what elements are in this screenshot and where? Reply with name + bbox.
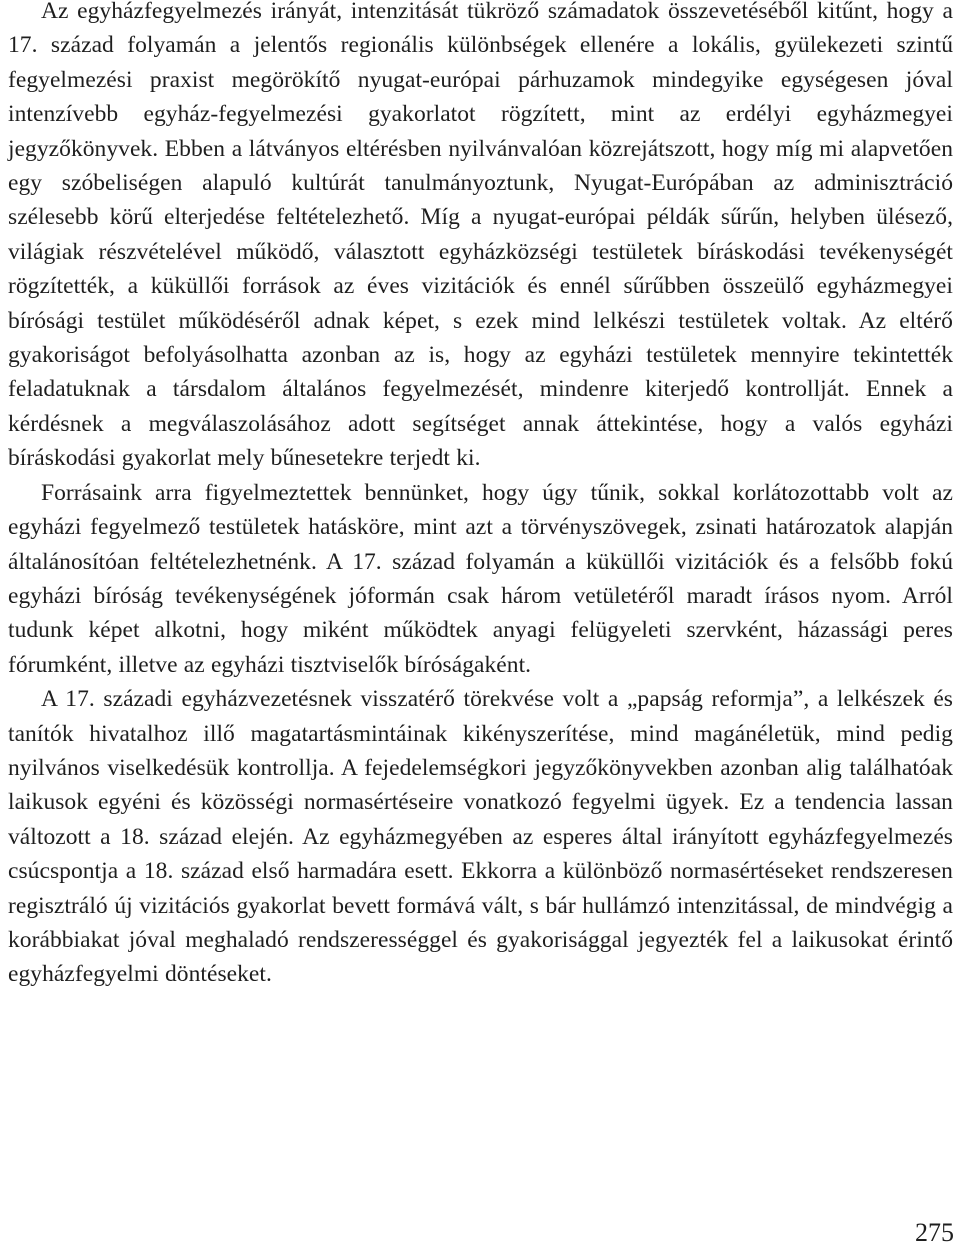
- page-number: 275: [915, 1218, 954, 1247]
- paragraph-2: Forrásaink arra figyelmeztettek bennünket, hogy úgy tűnik, sokkal korlátozottabb volt az egyházi fegyelmező testületek hatásköre, mint azt a törvényszövegek, zsinati határozatok alapján általánosítóan feltételezhetnénk. A 17. század folyamán a küküllői vizitációk és a felsőbb fokú egyházi bíróság tevékenységének jóformán csak három vetületéről maradt írásos nyom. Arról tudunk képet alkotni, hogy miként működtek anyagi felügyeleti szervként, házassági peres fórumként, illetve az egyházi tisztviselők bíróságaként.: [8, 479, 953, 678]
- paragraph-1: Az egyházfegyelmezés irányát, intenzitását tükröző számadatok összevetéséből kitűnt, hogy a 17. század folyamán a jelentős regionális különbségek ellenére a lokális, gyülekezeti szintű fegyelmezési praxist megörökítő nyugat-európai párhuzamok mindegyike egységesen jóval intenzívebb egyház-fegyelmezési gyakorlatot rögzített, mint az erdélyi egyházmegyei jegyzőkönyvek. Ebben a látványos eltérésben nyilvánvalóan közrejátszott, hogy míg mi alapvetően egy szóbeliségen alapuló kultúrát tanulmányoztunk, Nyugat-Európában az adminisztráció szélesebb körű elterjedése feltételezhető. Míg a nyugat-európai példák sűrűn, helyben ülésező, világiak részvételével működő, választott egyházközségi testületek bíráskodási tevékenységét rögzítették, a küküllői források az éves vizitációk és ennél sűrűbben összeülő egyházmegyei bírósági testület működéséről adnak képet, s ezek mind lelkészi testületek voltak. Az eltérő gyakoriságot befolyásolhatta azonban az is, hogy az egyházi testületek mennyire tekintették feladatuknak a társdalom általános fegyelmezését, mindenre kiterjedő kontrollját. Ennek a kérdésnek a megválaszolásához adott segítséget annak áttekintése, hogy a valós egyházi bíráskodási gyakorlat mely bűnesetekre terjedt ki.: [8, 0, 953, 472]
- page-body: [8, 0, 953, 992]
- paragraph-3: A 17. századi egyházvezetésnek visszatérő törekvése volt a „papság reformja”, a lelkészek és tanítók hivatalhoz illő magatartásmintáinak kikényszerítése, mind magánéletük, mind pedig nyilvános viselkedésük kontrollja. A fejedelemségkori jegyzőkönyvekben azonban alig találhatóak laikusok egyéni és közösségi normasértéseire vonatkozó fegyelmi ügyek. Ez a tendencia lassan változott a 18. század elején. Az egyházmegyében az esperes által irányított egyházfegyelmezés csúcspontja a 18. század első harmadára esett. Ekkorra a különböző normasértéseket rendszeresen regisztráló új vizitációs gyakorlat bevett formává vált, s bár hullámzó intenzitással, de mindvégig a korábbiakat jóval meghaladó rendszerességgel és gyakorisággal jegyezték fel a laikusokat érintő egyházfegyelmi döntéseket.: [8, 686, 953, 988]
